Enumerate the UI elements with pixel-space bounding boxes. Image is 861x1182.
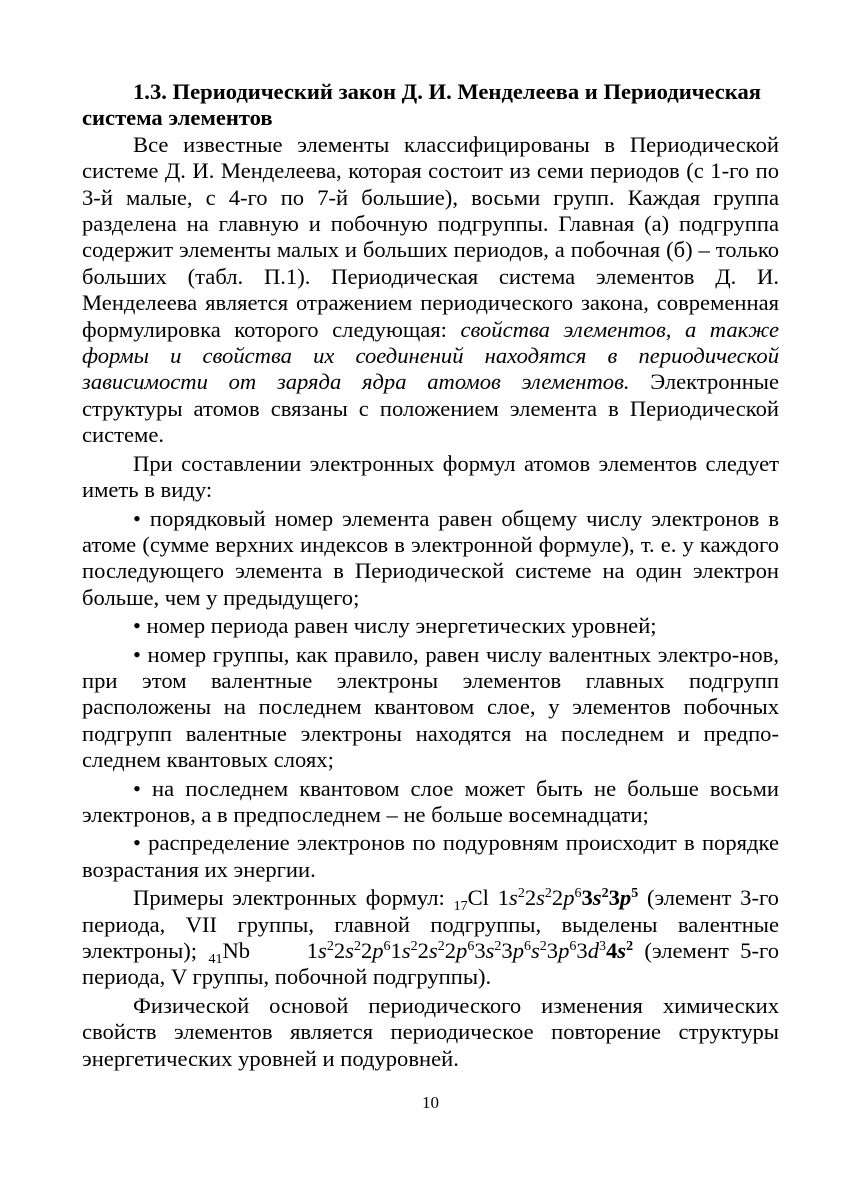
intro-end-text: Электронные структуры атомов связаны с положением элемента в Периодической системе. [82,369,779,448]
bullet-item: • порядковый номер элемента равен общему числу электронов в атоме (сумме верхних индексов в электронной формуле), т. е. у каждого последующего элемента в Периодической системе на один электрон больше, чем у предыдущего; [82,505,779,610]
bullet-item: • на последнем квантовом слое может быть не больше восьми электронов, а в предпоследнем – не больше восемнадцати; [82,775,779,827]
bullet-item: • распределение электронов по подуровням происходит в порядке возрастания их энергии. [82,830,779,882]
cl-description: (элемент 3-го периода, VII группы, главной подгруппы, выделены валентные электроны); [82,885,779,963]
nb-electron-formula: $1s^22s^22p^61s^22s^22p^63s^23p^6s^23p^63d^34s^2$ [306,938,634,963]
examples-lead: Примеры электронных формул: [133,885,445,911]
nb-symbol: Nb [222,938,251,963]
section-title: 1.3. Периодический закон Д. И. Менделеева и Периодическая система элементов [82,79,761,131]
cl-electron-formula: $1s^22s^22p^63s^23p^5$ [497,885,639,911]
page-number: 10 [422,1093,439,1112]
nb-description: (элемент 5-го периода, V группы, побочной подгруппы). [82,938,779,990]
nb-atomic-number: 41 [208,952,223,967]
law-statement: свойства элементов, а также формы и свойства их соединений находятся в периодической зависимости от заряда ядра атомов элементов. [82,316,779,395]
bullet-item: • номер периода равен числу энергетических уровней; [133,613,657,639]
cl-symbol: Cl [467,885,489,911]
intro-paragraph [82,132,779,449]
intro-text: Все известные элементы классифицированы в Периодической системе Д. И. Менделеева, которая состоит из семи периодов (с 1-го по 3-й малые, с 4-го по 7-й большие), восьми групп. Каждая группа разделена на главную и побочную подгруппы. Главная (а) подгруппа содержит элементы малых и больших периодов, а побочная (б) – только больших (табл. П.1). Периодическая система элементов Д. И. Менделеева является отражением периодического закона, современная формулировка которого следующая: [82,131,779,342]
cl-atomic-number: 17 [453,899,468,915]
page-body [82,79,779,1072]
bullet-item: • номер группы, как правило, равен числу валентных электро-нов, при этом валентные электроны элементов главных подгрупп расположены на последнем квантовом слое, у элементов побочных подгрупп валентные электроны находятся на последнем и предпо-следнем квантовых слоях; [82,641,779,773]
closing-paragraph: Физической основой периодического изменения химических свойств элементов является периодическое повторение структуры энергетических уровней и подуровней. [82,992,779,1071]
rules-lead: При составлении электронных формул атомов элементов следует иметь в виду: [82,450,779,503]
examples-paragraph [82,885,779,991]
